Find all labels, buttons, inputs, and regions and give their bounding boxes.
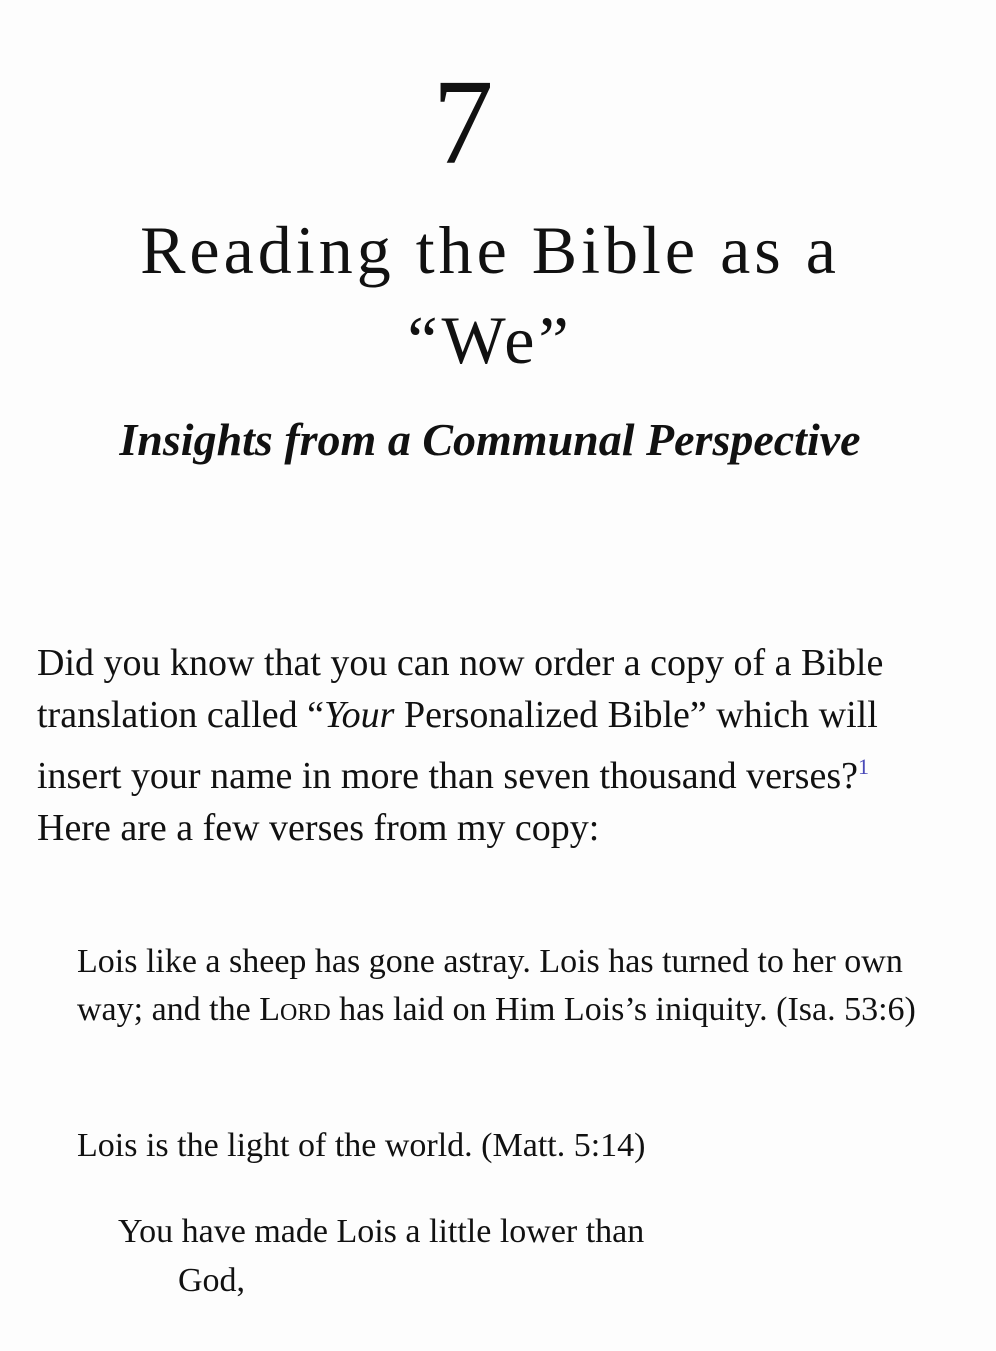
chapter-title-line-2: “We” [407,302,573,378]
verse-quote: Lois is the light of the world. (Matt. 5:14) [77,1127,646,1164]
verse-small-caps: Lord [259,991,331,1028]
intro-text-part-2: Personalized Bible” which will insert your name in more than seven thousand verses? [37,694,878,797]
verse-quote [77,938,937,1034]
intro-emphasis: Your [324,694,395,736]
chapter-subtitle: Insights from a Communal Perspective [119,414,861,465]
intro-text-part-1: Did you know that you can now order a copy of a Bible translation called “ [37,642,884,736]
verse-text-after: has laid on Him Lois’s iniquity. (Isa. 53:6) [330,991,916,1028]
verse-text-before: Lois like a sheep has gone astray. Lois has turned to her own way; and the [77,943,903,1028]
poem-line: You have made Lois a little lower than [118,1213,645,1250]
chapter-title-line-1: Reading the Bible as a [140,212,840,288]
poem-line: God, [178,1262,246,1299]
chapter-number: 7 [432,55,494,190]
footnote-link[interactable]: 1 [858,754,869,779]
chapter-title [60,205,920,385]
intro-text-part-3: Here are a few verses from my copy: [37,807,600,849]
intro-paragraph [37,637,937,854]
